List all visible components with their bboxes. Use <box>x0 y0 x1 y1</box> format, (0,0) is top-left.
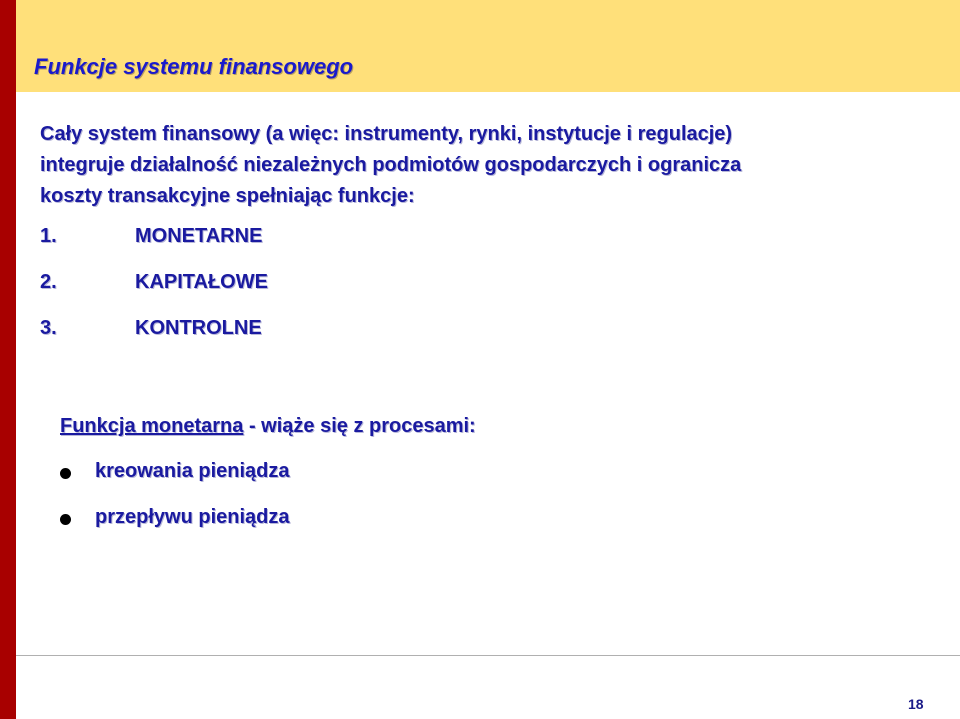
function-item <box>40 271 268 317</box>
sub-heading-underlined: Funkcja monetarna <box>60 415 244 437</box>
function-number: 1. <box>40 225 57 247</box>
bullet-item <box>60 506 290 552</box>
function-number: 2. <box>40 271 57 293</box>
intro-paragraph <box>40 119 920 212</box>
function-label: MONETARNE <box>135 225 263 247</box>
bullet-dot-icon <box>60 468 71 479</box>
function-number: 3. <box>40 317 57 339</box>
function-label: KONTROLNE <box>135 317 262 339</box>
left-accent-bar <box>0 0 16 719</box>
bullet-item <box>60 460 290 506</box>
bullet-text: kreowania pieniądza <box>95 460 290 482</box>
bullet-dot-icon <box>60 514 71 525</box>
functions-list <box>40 225 268 363</box>
bullet-text: przepływu pieniądza <box>95 506 290 528</box>
function-item <box>40 317 268 363</box>
footer-divider <box>16 655 960 656</box>
function-item <box>40 225 268 271</box>
sub-heading-rest: - wiąże się z procesami: <box>243 415 476 437</box>
slide-title: Funkcje systemu finansowego <box>34 54 354 79</box>
process-bullet-list <box>60 460 290 552</box>
intro-line: integruje działalność niezależnych podmiotów gospodarczych i ogranicza <box>40 154 742 176</box>
intro-line: Cały system finansowy (a więc: instrumenty, rynki, instytucje i regulacje) <box>40 123 733 145</box>
intro-line: koszty transakcyjne spełniając funkcje: <box>40 185 415 207</box>
function-label: KAPITAŁOWE <box>135 271 268 293</box>
page-number: 18 <box>908 696 924 712</box>
sub-heading <box>60 415 476 438</box>
